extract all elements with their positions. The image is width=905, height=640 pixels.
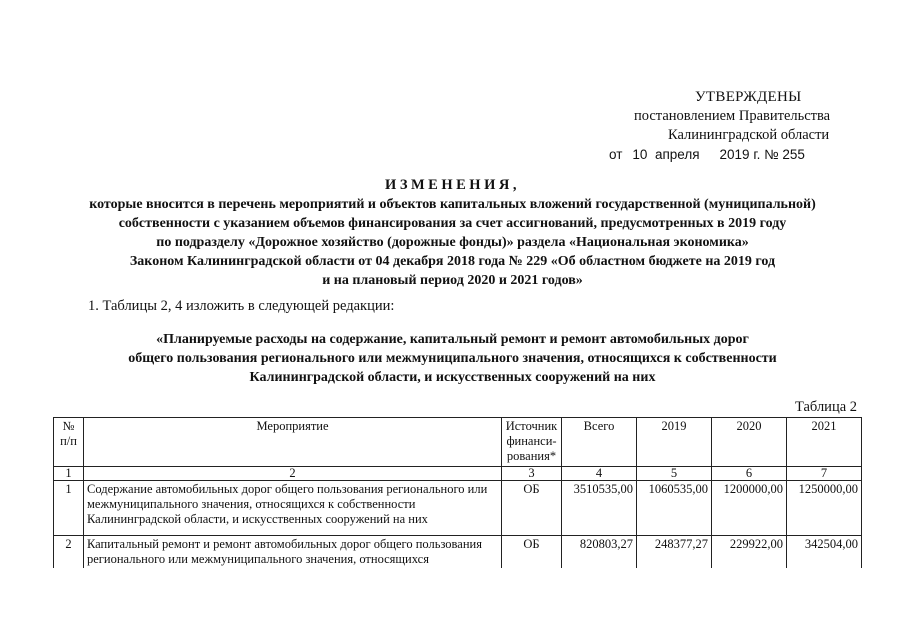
approval-date [600,145,870,164]
approval-date-year: 2019 г. [719,147,761,162]
cell-num: 1 [54,481,84,536]
document-title-line: Законом Калининградской области от 04 декабря 2018 года № 229 «Об областном бюджете на 2019 год [129,254,776,269]
cell-total: 3510535,00 [562,481,637,536]
approval-number: № 255 [764,147,805,162]
table-caption-line: Калининградской области, и искусственных сооружений на них [249,370,656,385]
document-title-line: по подразделу «Дорожное хозяйство (дорожные фонды)» раздела «Национальная экономика» [156,235,749,250]
table-caption-line: общего пользования регионального или межмуниципального значения, относящихся к собственности [128,351,777,366]
approval-title: УТВЕРЖДЕНЫ [695,89,802,105]
cell-2021: 342504,00 [787,536,862,569]
cell-num: 2 [54,536,84,569]
document-heading: ИЗМЕНЕНИЯ, [385,177,520,193]
document-title-line: и на плановый период 2020 и 2021 годов» [322,273,583,288]
column-number: 4 [562,467,637,481]
header-total: Всего [562,418,637,467]
table-caption [0,330,905,387]
column-number: 3 [502,467,562,481]
header-event: Мероприятие [84,418,502,467]
cell-source: ОБ [502,481,562,536]
header-source: Источник финанси-рования* [502,418,562,467]
column-number: 5 [637,467,712,481]
cell-2020: 229922,00 [712,536,787,569]
header-2021: 2021 [787,418,862,467]
item-paragraph: 1. Таблицы 2, 4 изложить в следующей редакции: [88,298,395,314]
document-title [0,176,905,290]
column-number: 6 [712,467,787,481]
table-row [54,481,862,536]
table-number-label: Таблица 2 [795,399,858,415]
approval-block [600,88,870,164]
cell-2021: 1250000,00 [787,481,862,536]
cell-event: Содержание автомобильных дорог общего пользования регионального или межмуниципального значения, относящихся к собственности Калининградской области, и искусственных сооружений на них [84,481,502,536]
cell-total: 820803,27 [562,536,637,569]
approval-line-decree: постановлением Правительства [634,108,831,124]
cell-2019: 248377,27 [637,536,712,569]
approval-line-region: Калининградской области [668,127,830,143]
table-caption-line: «Планируемые расходы на содержание, капитальный ремонт и ремонт автомобильных дорог [156,332,749,347]
column-number: 7 [787,467,862,481]
header-2020: 2020 [712,418,787,467]
document-title-line: собственности с указанием объемов финансирования за счет ассигнований, предусмотренных в 2019 году [118,216,787,231]
approval-date-day: 10 [632,147,648,162]
expenses-table [53,417,862,568]
column-number: 1 [54,467,84,481]
cell-2020: 1200000,00 [712,481,787,536]
cell-event: Капитальный ремонт и ремонт автомобильных дорог общего пользования регионального или межмуниципального значения, относящихся [84,536,502,569]
table-column-numbers-row [54,467,862,481]
cell-2019: 1060535,00 [637,481,712,536]
column-number: 2 [84,467,502,481]
header-2019: 2019 [637,418,712,467]
table-row [54,536,862,569]
table-header-row [54,418,862,467]
document-title-line: которые вносится в перечень мероприятий и объектов капитальных вложений государственной (муниципальной) [89,197,816,212]
header-num: № п/п [54,418,84,467]
approval-date-month: апреля [654,147,700,162]
approval-date-prefix: от [609,147,623,162]
cell-source: ОБ [502,536,562,569]
